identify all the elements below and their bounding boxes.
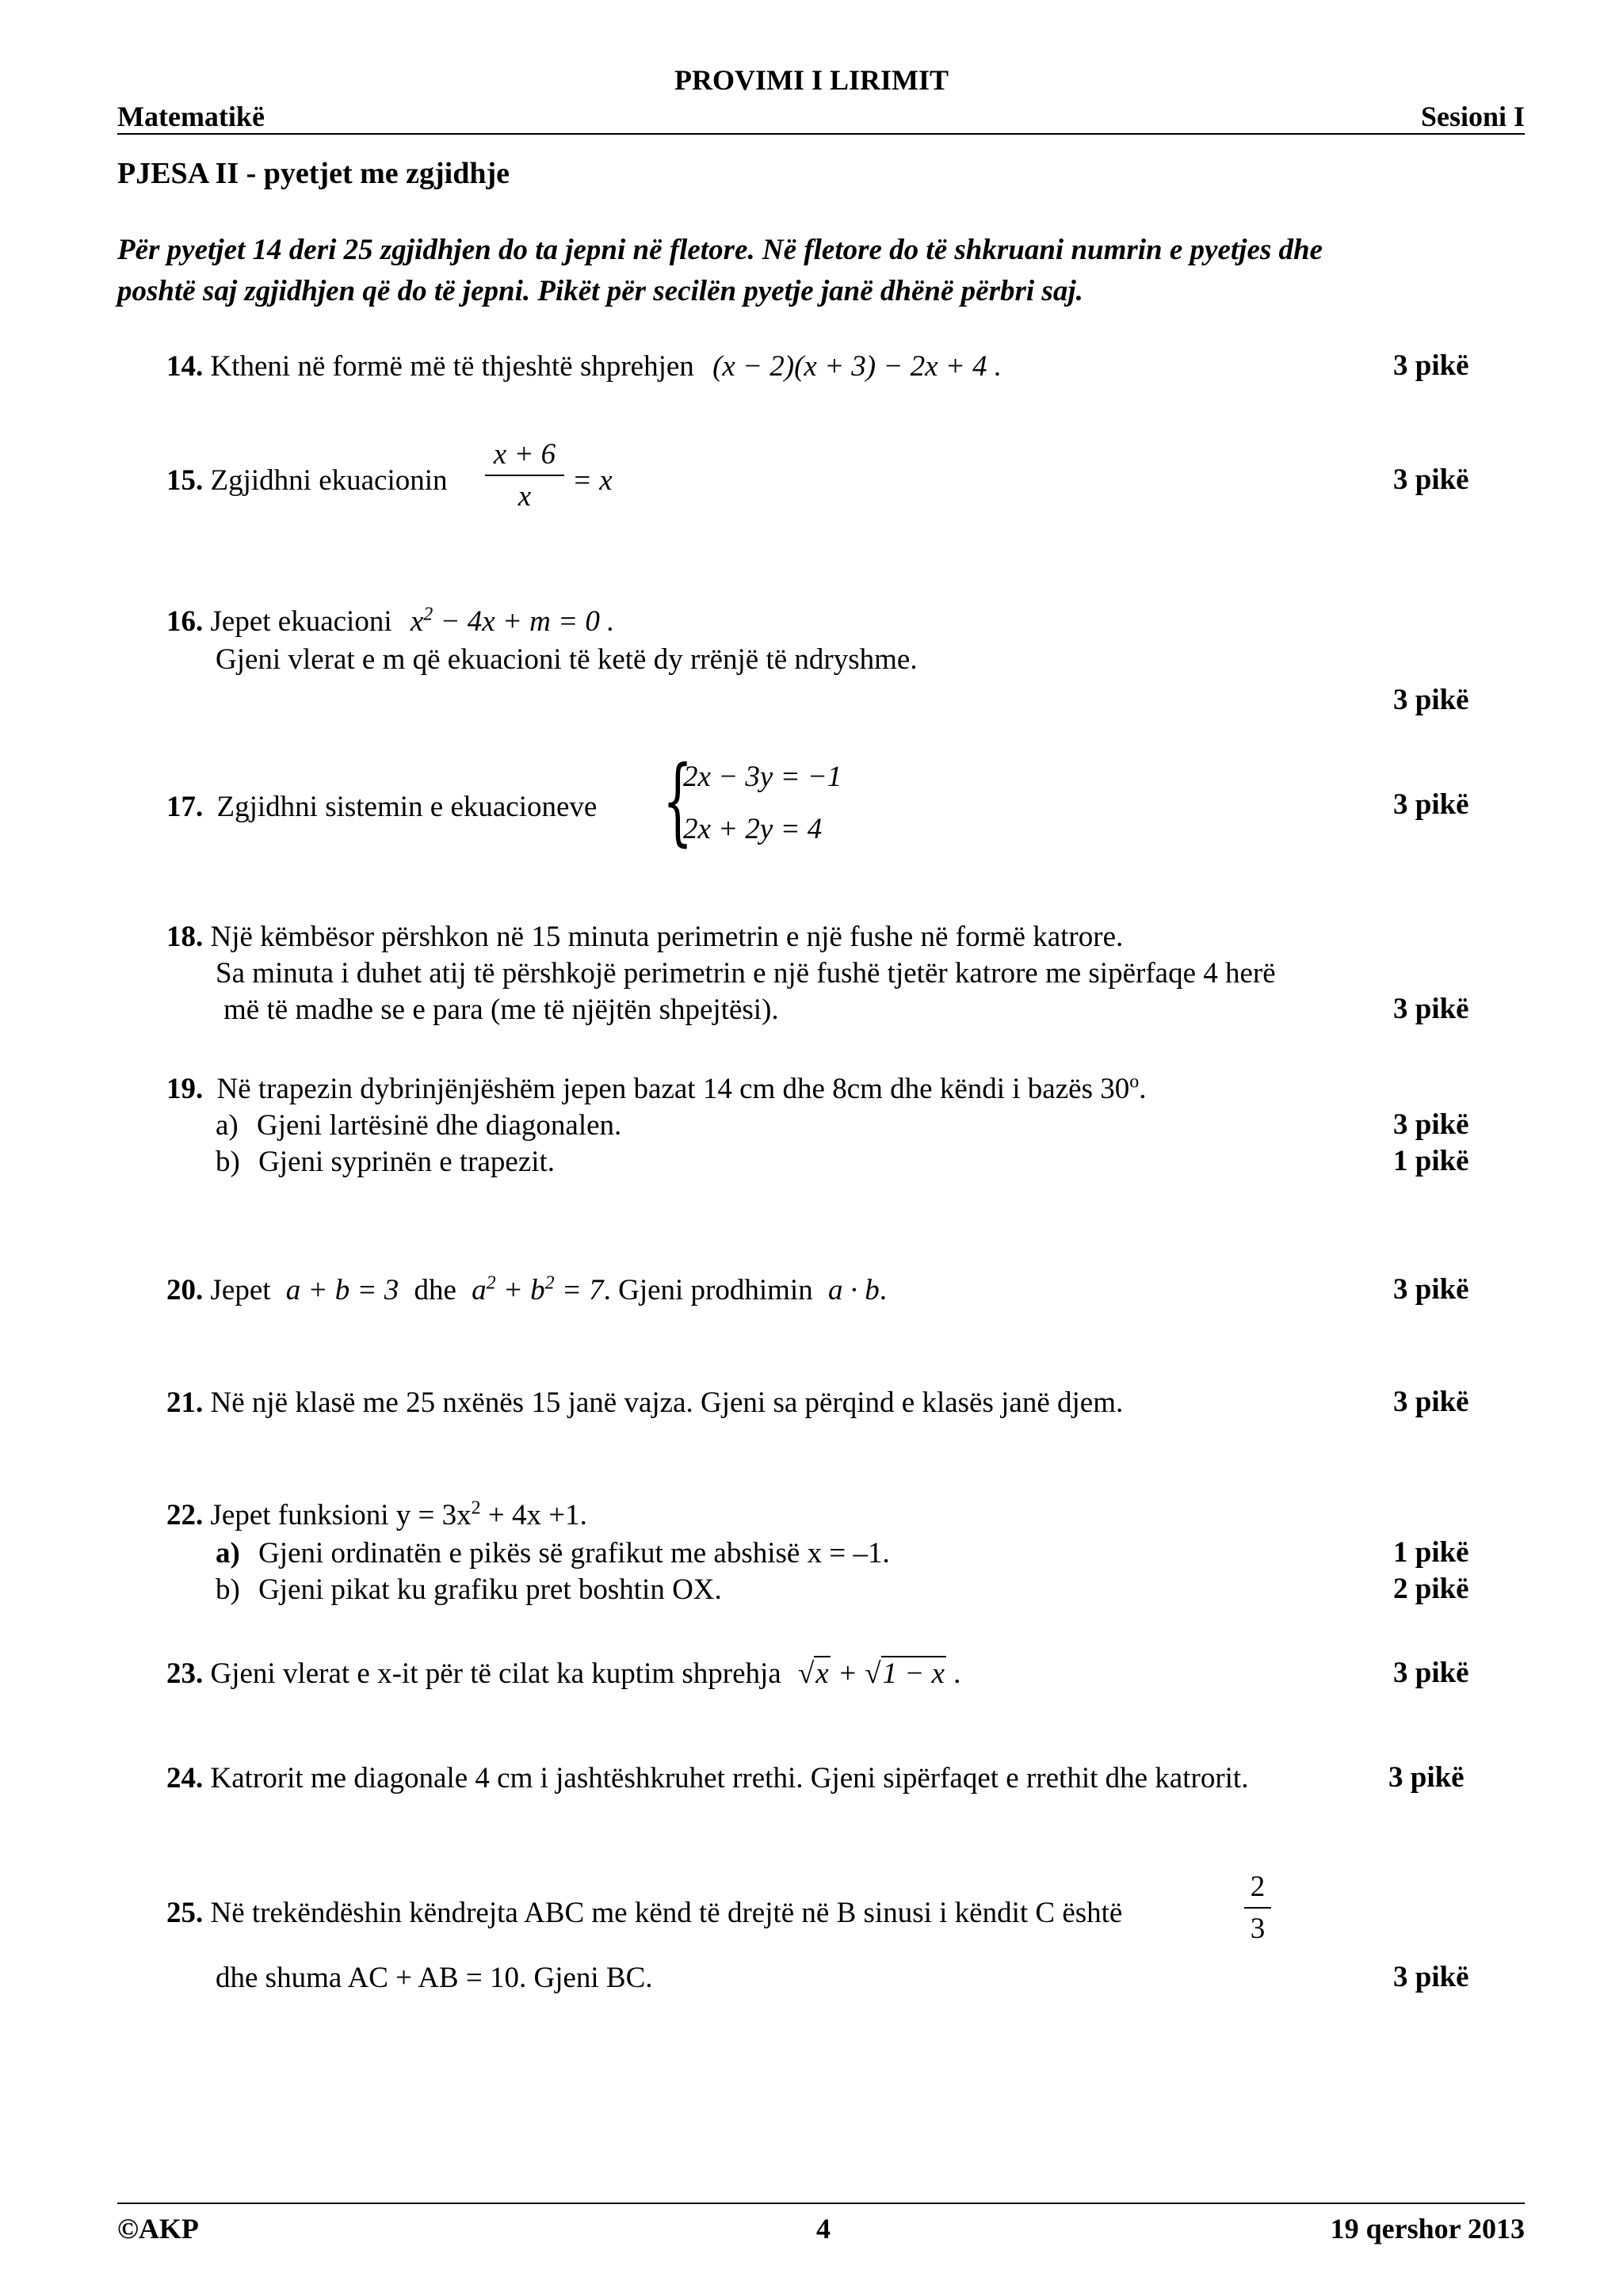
question-17 xyxy=(166,789,597,826)
system-brace: { xyxy=(663,746,693,856)
fraction-q25 xyxy=(1244,1870,1271,1946)
section-title: PJESA II - pyetjet me zgjidhje xyxy=(117,157,510,190)
session-label: Sesioni I xyxy=(1420,101,1525,132)
question-text: Jepet xyxy=(210,1274,271,1306)
question-20: 20. Jepet a + b = 3 dhe $a^2 + b^2 = 7$. Gjeni prodhimin a · b. xyxy=(166,1272,887,1306)
question-18-line-2: Sa minuta i duhet atij të përshkojë perimetrin e një fushë tjetër katrore me sipërfaqe 4 herë xyxy=(216,957,1276,990)
points-q20: 3 pikë xyxy=(1393,1273,1469,1306)
question-22a xyxy=(216,1535,890,1572)
fraction-bar xyxy=(1244,1907,1271,1909)
question-number: 19. xyxy=(166,1073,204,1105)
points-q18: 3 pikë xyxy=(1393,993,1469,1025)
question-21 xyxy=(166,1385,1123,1421)
question-text: Një këmbësor përshkon në 15 minuta perimetrin e një fushe në formë katrore. xyxy=(210,921,1124,953)
points-q16: 3 pikë xyxy=(1393,684,1469,716)
footer-rule xyxy=(117,2203,1525,2204)
part-text: Gjeni pikat ku grafiku pret boshtin OX. xyxy=(258,1573,722,1606)
question-number: 16. xyxy=(166,605,204,638)
question-number: 21. xyxy=(166,1386,204,1419)
fraction-denominator: x xyxy=(517,480,532,513)
math-expression-2: $a^2 + b^2 = 7$ xyxy=(472,1272,604,1306)
fraction-bar xyxy=(485,475,564,476)
question-25 xyxy=(166,1895,1122,1932)
points-q19b: 1 pikë xyxy=(1393,1145,1469,1177)
question-23: 23. Gjeni vlerat e x-it për të cilat ka kuptim shprehja √x + √1 − x . xyxy=(166,1657,961,1690)
question-number: 20. xyxy=(166,1274,204,1306)
instructions-line-2: poshtë saj zgjidhjen që do të jepni. Pikët për secilën pyetje janë dhënë përbri saj. xyxy=(117,275,1083,307)
question-22b xyxy=(216,1572,722,1608)
points-q15: 3 pikë xyxy=(1393,463,1469,496)
question-19a xyxy=(216,1108,621,1144)
question-text-3: . Gjeni prodhimin xyxy=(603,1274,813,1306)
question-14 xyxy=(166,349,1002,385)
fraction-q15 xyxy=(485,437,564,513)
points-q24: 3 pikë xyxy=(1388,1761,1465,1794)
question-number: 25. xyxy=(166,1897,204,1929)
math-expression-3: a · b xyxy=(827,1274,880,1306)
points-q17: 3 pikë xyxy=(1393,788,1469,821)
question-text: Katrorit me diagonale 4 cm i jashtëshkruhet rrethi. Gjeni sipërfaqet e rrethit dhe katrorit. xyxy=(210,1762,1249,1794)
fraction-numerator: 2 xyxy=(1250,1871,1266,1903)
footer-date: 19 qershor 2013 xyxy=(1330,2213,1525,2245)
question-18-line-3: më të madhe se e para (me të njëjtën shpejtësi). xyxy=(223,994,779,1026)
exam-title: PROVIMI I LIRIMIT xyxy=(674,64,949,96)
question-text: Në trekëndëshin këndrejta ABC me kënd të drejtë në B sinusi i këndit C është xyxy=(210,1897,1123,1929)
instructions-line-1: Për pyetjet 14 deri 25 zgjidhjen do ta jepni në fletore. Në fletore do të shkruani numrin e pyetjes dhe xyxy=(117,234,1323,266)
question-22 xyxy=(166,1497,587,1534)
question-text: Në trapezin dybrinjënjëshëm jepen bazat 14 cm dhe 8cm dhe këndi i bazës 30$^o$. xyxy=(216,1071,1147,1105)
question-19b xyxy=(216,1144,555,1180)
points-q25: 3 pikë xyxy=(1393,1961,1469,1993)
points-q14: 3 pikë xyxy=(1393,349,1469,382)
question-number: 14. xyxy=(166,350,204,383)
question-19 xyxy=(166,1071,1146,1108)
math-expression: √x + √1 − x xyxy=(797,1657,945,1690)
math-expression: $x^2 - 4x + m = 0$ . xyxy=(410,604,615,638)
question-number: 17. xyxy=(166,791,204,823)
points-q19a: 3 pikë xyxy=(1393,1108,1469,1141)
question-number: 22. xyxy=(166,1499,204,1531)
question-16-line-2: Gjeni vlerat e m që ekuacioni të ketë dy rrënjë të ndryshme. xyxy=(216,643,918,676)
question-text: Ktheni në formë më të thjeshtë shprehjen xyxy=(210,350,694,383)
question-number: 15. xyxy=(166,464,204,497)
part-label: b) xyxy=(216,1146,240,1178)
question-number: 23. xyxy=(166,1657,204,1690)
instructions xyxy=(117,230,1323,312)
system-equation-1: 2x − 3y = −1 xyxy=(683,761,842,793)
points-q22b: 2 pikë xyxy=(1393,1573,1469,1605)
question-24 xyxy=(166,1760,1248,1797)
part-text: Gjeni ordinatën e pikës së grafikut me abshisë x = –1. xyxy=(258,1537,890,1569)
header-rule xyxy=(117,133,1525,135)
question-15 xyxy=(166,463,448,499)
question-number: 24. xyxy=(166,1762,204,1794)
question-text: Zgjidhni ekuacionin xyxy=(210,464,448,497)
question-text: Në një klasë me 25 nxënës 15 janë vajza. Gjeni sa përqind e klasës janë djem. xyxy=(210,1386,1124,1419)
math-expression-1: a + b = 3 xyxy=(285,1274,399,1306)
subject-label: Matematikë xyxy=(117,101,265,132)
part-label: b) xyxy=(216,1573,240,1606)
part-label: a) xyxy=(216,1537,240,1569)
part-label: a) xyxy=(216,1109,239,1142)
system-equation-2: 2x + 2y = 4 xyxy=(683,813,823,845)
math-expression: (x − 2)(x + 3) − 2x + 4 . xyxy=(712,350,1002,383)
question-18 xyxy=(166,919,1123,955)
question-25-line-2: dhe shuma AC + AB = 10. Gjeni BC. xyxy=(216,1962,653,1994)
question-number: 18. xyxy=(166,921,204,953)
question-text: Gjeni vlerat e x-it për të cilat ka kuptim shprehja xyxy=(210,1657,781,1690)
question-text: Jepet funksioni $y = 3x^2 + 4x +1$. xyxy=(210,1497,587,1531)
question-text: Jepet ekuacioni xyxy=(210,605,392,638)
question-text-2: dhe xyxy=(414,1274,456,1306)
fraction-numerator: x + 6 xyxy=(493,438,556,471)
points-q23: 3 pikë xyxy=(1393,1657,1469,1689)
question-text: Zgjidhni sistemin e ekuacioneve xyxy=(216,791,598,823)
points-q21: 3 pikë xyxy=(1393,1386,1469,1418)
points-q22a: 1 pikë xyxy=(1393,1536,1469,1569)
part-text: Gjeni syprinën e trapezit. xyxy=(258,1146,556,1178)
fraction-denominator: 3 xyxy=(1250,1913,1266,1945)
part-text: Gjeni lartësinë dhe diagonalen. xyxy=(257,1109,622,1142)
footer-publisher: ©AKP xyxy=(117,2213,199,2245)
footer-page-number: 4 xyxy=(816,2213,831,2245)
equation-rhs: = x xyxy=(572,464,613,497)
question-16 xyxy=(166,604,614,640)
